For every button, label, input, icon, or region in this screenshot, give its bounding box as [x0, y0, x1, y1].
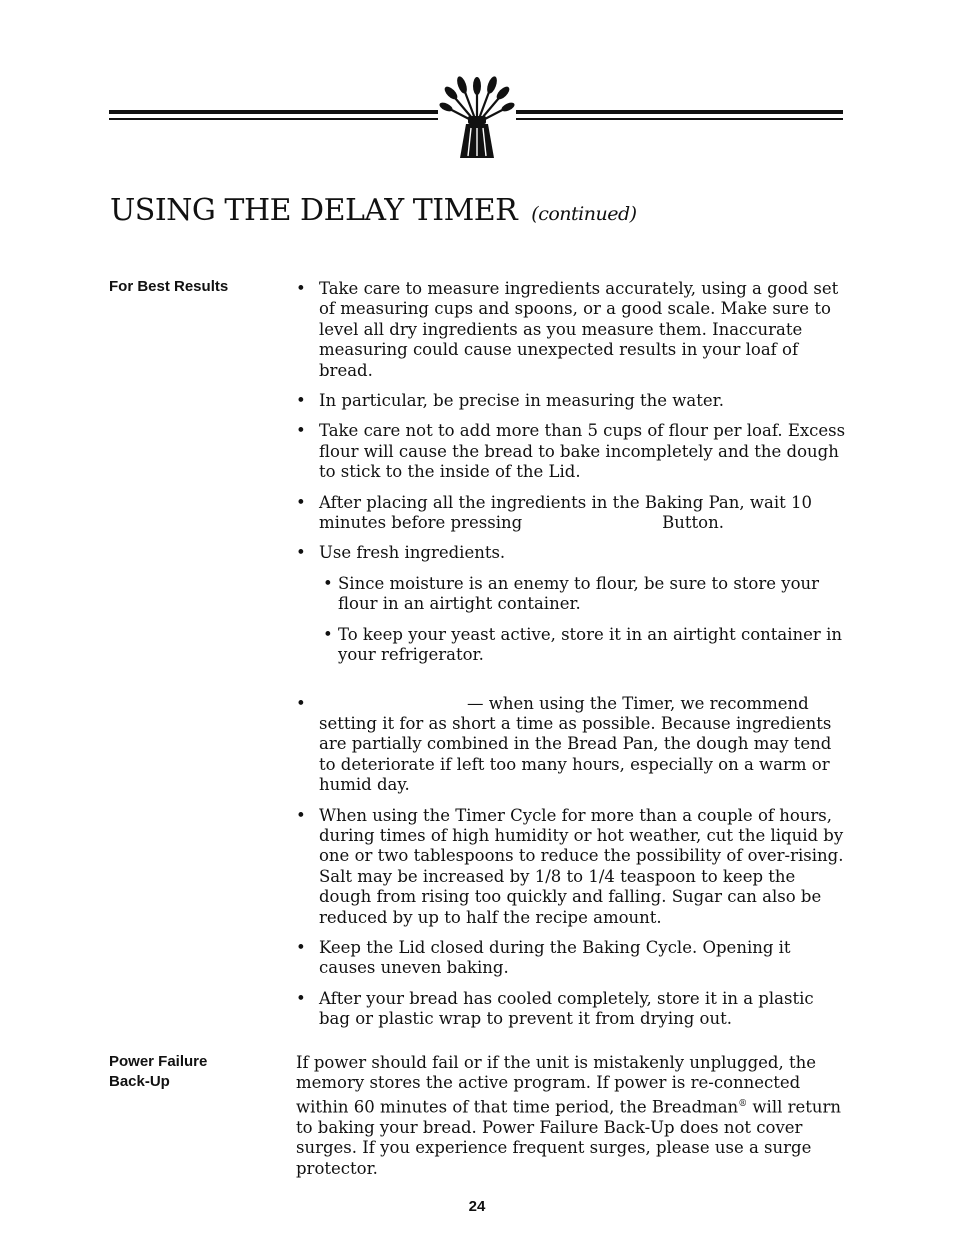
section-heading-best-results: For Best Results	[109, 278, 229, 295]
title-continued: (continued)	[531, 203, 637, 225]
power-failure-paragraph	[296, 1053, 848, 1179]
bullet4-start: After placing all the ingredients in the Baking Pan, wait 10 minutes before pressing	[319, 492, 812, 533]
power-failure-text-b: will return to baking your bread. Power Failure Back-Up does not cover surges. If you experience frequent surges, please use a surge protector.	[296, 1097, 842, 1178]
list-item: • Take care to measure ingredients accurately, using a good set of measuring cups and spoons, or a good scale. Make sure to level all dry ingredients as you measure them. Inaccurate measuring could cause unexpected results in your loaf of bread.	[296, 279, 848, 381]
list-item	[296, 694, 848, 796]
page-number: 24	[468, 1198, 486, 1215]
sub-list-item: • To keep your yeast active, store it in an airtight container in your refrigerator.	[296, 625, 848, 666]
page-title	[110, 193, 637, 228]
sub-list-item: • Since moisture is an enemy to flour, be sure to store your flour in an airtight container.	[296, 574, 848, 615]
list-item: • When using the Timer Cycle for more than a couple of hours, during times of high humidity or hot weather, cut the liquid by one or two tablespoons to reduce the possibility of over-rising. Salt may be increased by 1/8 to 1/4 teaspoon to keep the dough from rising too quickly and falling. Sugar can also be reduced by up to half the recipe amount.	[296, 806, 848, 928]
timer-bullet-text: — when using the Timer, we recommend setting it for as short a time as possible. Because ingredients are partially combined in the Bread Pan, the dough may tend to deteriorate if left too many hours, especially on a warm or humid day.	[319, 693, 832, 795]
heading-line: Back-Up	[109, 1073, 170, 1090]
power-failure-text-a: If power should fail or if the unit is mistakenly unplugged, the memory stores the active program. If power is re-connected within 60 minutes of that time period, the Breadman	[296, 1053, 816, 1117]
wheat-sheaf-icon	[438, 76, 516, 160]
list-item: • After your bread has cooled completely, store it in a plastic bag or plastic wrap to prevent it from drying out.	[296, 989, 848, 1030]
title-text: USING THE DELAY TIMER	[110, 193, 518, 228]
section-heading-power-failure	[109, 1052, 207, 1092]
list-item: • Keep the Lid closed during the Baking Cycle. Opening it causes uneven baking.	[296, 938, 848, 979]
list-item	[296, 493, 848, 534]
best-results-content	[296, 279, 848, 1040]
list-item: • Use fresh ingredients.	[296, 543, 848, 563]
registered-mark: ®	[738, 1098, 748, 1109]
list-item: • Take care not to add more than 5 cups of flour per loaf. Excess flour will cause the bread to bake incompletely and the dough to stick to the inside of the Lid.	[296, 421, 848, 482]
list-item: • In particular, be precise in measuring the water.	[296, 391, 848, 411]
heading-line: Power Failure	[109, 1053, 208, 1070]
bullet4-end: Button.	[662, 513, 724, 533]
